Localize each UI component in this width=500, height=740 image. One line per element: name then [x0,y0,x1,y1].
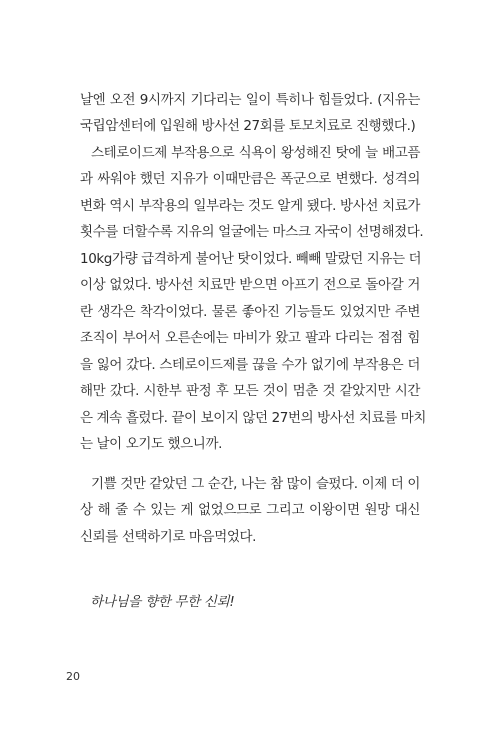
text-line: 과 싸워야 했던 지유가 이때만큼은 폭군으로 변했다. 성격의 [80,171,420,187]
text-line: 상 해 줄 수 있는 게 없었으므로 그리고 이왕이면 원망 대신 [80,502,420,518]
text-line: 횟수를 더할수록 지유의 얼굴에는 마스크 자국이 선명해졌다. [80,224,424,240]
text-line: 신뢰를 선택하기로 마음먹었다. [80,529,257,545]
text-line: 란 생각은 착각이었다. 물론 좋아진 기능들도 있었지만 주변 [80,304,420,320]
text-line: 조직이 부어서 오른손에는 마비가 왔고 팔과 다리는 점점 힘 [80,330,420,346]
text-line: 이상 없었다. 방사선 치료만 받으면 아프기 전으로 돌아갈 거 [80,277,420,293]
text-line: 는 날이 오기도 했으니까. [80,436,222,452]
page-number: 20 [66,670,80,683]
text-line: 날엔 오전 9시까지 기다리는 일이 특히나 힘들었다. (지유는 [80,92,420,108]
motto-text: 하나님을 향한 무한 신뢰! [90,594,235,610]
text-line: 10kg가량 급격하게 불어난 탓이었다. 빼빼 말랐던 지유는 더 [80,251,422,267]
text-line: 스테로이드제 부작용으로 식욕이 왕성해진 탓에 늘 배고픔 [91,145,420,161]
text-line: 해만 갔다. 시한부 판정 후 모든 것이 멈춘 것 같았지만 시간 [80,383,420,399]
text-line: 국립암센터에 입원해 방사선 27회를 토모치료로 진행했다.) [80,118,416,134]
text-line: 변화 역시 부작용의 일부라는 것도 알게 됐다. 방사선 치료가 [80,198,420,214]
text-line: 기쁠 것만 같았던 그 순간, 나는 참 많이 슬펐다. 이제 더 이 [91,476,420,492]
text-line: 을 잃어 갔다. 스테로이드제를 끊을 수가 없기에 부작용은 더 [80,357,420,373]
text-line: 은 계속 흘렀다. 끝이 보이지 않던 27번의 방사선 치료를 마치 [80,410,427,426]
